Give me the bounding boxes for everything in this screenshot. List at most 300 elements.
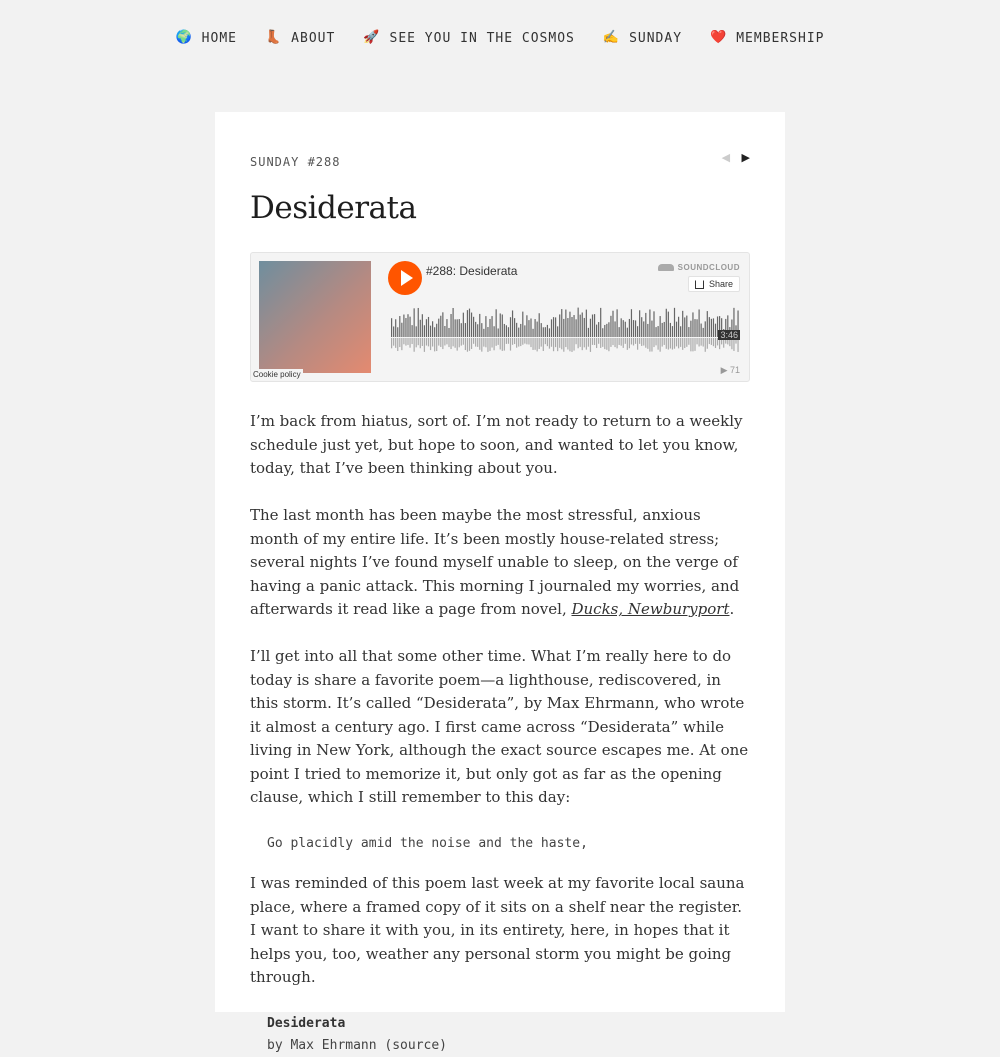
waveform-bar	[617, 309, 618, 337]
waveform-reflection	[690, 338, 691, 351]
waveform-bar	[442, 312, 443, 337]
waveform-reflection	[446, 338, 447, 344]
waveform-reflection	[555, 338, 556, 347]
waveform-bar	[512, 310, 513, 337]
waveform-bar	[672, 326, 673, 337]
waveform-reflection	[600, 338, 601, 348]
waveform-reflection	[571, 338, 572, 352]
quote-block: Go placidly amid the noise and the haste,	[267, 836, 588, 851]
waveform-bar	[547, 325, 548, 337]
waveform-reflection	[592, 338, 593, 345]
waveform-reflection	[674, 338, 675, 349]
waveform-reflection	[494, 338, 495, 350]
waveform-bar	[664, 322, 665, 337]
share-button[interactable]	[688, 276, 740, 292]
waveform-reflection	[551, 338, 552, 347]
waveform-reflection	[684, 338, 685, 348]
waveform-reflection	[645, 338, 646, 348]
waveform-bar	[582, 312, 583, 337]
waveform-bar	[699, 309, 700, 337]
waveform-reflection	[619, 338, 620, 345]
waveform-reflection	[457, 338, 458, 351]
waveform-bar	[651, 321, 652, 337]
waveform-reflection	[707, 338, 708, 349]
waveform-bar	[446, 319, 447, 337]
waveform-reflection	[405, 338, 406, 346]
waveform-bar	[524, 325, 525, 337]
waveform-reflection	[647, 338, 648, 349]
waveform-reflection	[539, 338, 540, 349]
waveform-reflection	[598, 338, 599, 344]
waveform-reflection	[711, 338, 712, 345]
waveform-bar	[496, 309, 497, 337]
waveform-bar	[416, 326, 417, 337]
waveform-bar	[703, 328, 704, 337]
paragraph-text: .	[729, 600, 735, 618]
waveform-bar	[606, 324, 607, 337]
waveform-bar	[666, 309, 667, 337]
waveform-reflection	[537, 338, 538, 351]
waveform-bar	[610, 316, 611, 337]
waveform-reflection	[528, 338, 529, 345]
waveform-bar	[409, 317, 410, 337]
waveform-bar	[674, 308, 675, 337]
waveform-reflection	[686, 338, 687, 347]
nav-about-label: ABOUT	[291, 30, 336, 46]
waveform-reflection	[664, 338, 665, 345]
nav-sunday[interactable]	[603, 30, 682, 46]
rocket-icon: 🚀	[363, 30, 381, 45]
waveform-reflection	[438, 338, 439, 346]
waveform-reflection	[512, 338, 513, 345]
waveform-reflection	[481, 338, 482, 352]
waveform-reflection	[489, 338, 490, 351]
waveform-reflection	[524, 338, 525, 344]
boot-icon: 👢	[264, 30, 283, 45]
waveform-bar	[596, 325, 597, 337]
cloud-icon	[658, 264, 674, 271]
waveform-bar	[426, 319, 427, 337]
waveform-bar	[397, 327, 398, 337]
book-link[interactable]: Ducks, Newburyport	[571, 600, 730, 618]
waveform-reflection	[401, 338, 402, 350]
waveform-bar	[545, 327, 546, 337]
waveform-bar	[502, 314, 503, 337]
waveform-bar	[473, 317, 474, 337]
waveform-reflection	[641, 338, 642, 346]
waveform-reflection	[430, 338, 431, 350]
waveform-bar	[403, 315, 404, 337]
waveform-bar	[510, 317, 511, 337]
waveform-reflection	[479, 338, 480, 350]
waveform-reflection	[532, 338, 533, 350]
waveform-bar	[590, 319, 591, 337]
waveform-reflection	[500, 338, 501, 349]
waveform-reflection	[516, 338, 517, 348]
paragraph	[250, 504, 750, 622]
waveform-bar	[532, 329, 533, 337]
waveform-reflection	[459, 338, 460, 347]
waveform-bar	[713, 318, 714, 337]
waveform-bar	[506, 325, 507, 337]
waveform-reflection	[518, 338, 519, 347]
previous-post-arrow-icon[interactable]: ◀	[721, 151, 731, 164]
waveform-bar	[645, 313, 646, 337]
waveform-reflection	[639, 338, 640, 344]
waveform-bar	[467, 310, 468, 337]
waveform-bar	[479, 314, 480, 337]
waveform-reflection	[633, 338, 634, 345]
waveform-reflection	[557, 338, 558, 351]
issue-number: SUNDAY #288	[250, 155, 341, 169]
post-title: Desiderata	[250, 190, 417, 226]
waveform-reflection	[696, 338, 697, 344]
waveform-reflection	[485, 338, 486, 347]
waveform-reflection	[660, 338, 661, 352]
waveform-bar	[432, 321, 433, 337]
waveform-reflection	[535, 338, 536, 350]
waveform-reflection	[670, 338, 671, 349]
waveform-reflection	[586, 338, 587, 350]
waveform-reflection	[680, 338, 681, 347]
waveform-bar	[604, 325, 605, 337]
nav-sunday-label: SUNDAY	[629, 30, 683, 46]
waveform-bar	[694, 319, 695, 337]
waveform-bar	[658, 326, 659, 337]
waveform-bar	[516, 323, 517, 337]
waveform-bar	[481, 323, 482, 337]
waveform-reflection	[502, 338, 503, 351]
waveform-reflection	[715, 338, 716, 348]
paragraph: I’m back from hiatus, sort of. I’m not ready to return to a weekly schedule just yet, but hope to soon, and wanted to let you know, today, that I’ve been thinking about you.	[250, 412, 743, 477]
waveform-reflection	[483, 338, 484, 347]
waveform-bar	[696, 319, 697, 337]
waveform-reflection	[412, 338, 413, 344]
waveform-reflection	[625, 338, 626, 344]
waveform-bar	[549, 328, 550, 337]
waveform-reflection	[541, 338, 542, 347]
waveform-reflection	[637, 338, 638, 350]
waveform-reflection	[703, 338, 704, 347]
waveform-bar	[463, 313, 464, 337]
waveform-bar	[629, 319, 630, 337]
waveform-reflection	[582, 338, 583, 350]
waveform-reflection	[614, 338, 615, 347]
waveform-reflection	[559, 338, 560, 348]
waveform-reflection	[422, 338, 423, 346]
waveform-reflection	[477, 338, 478, 347]
nav-about[interactable]	[265, 30, 335, 46]
cookie-policy-link[interactable]: Cookie policy	[253, 370, 301, 379]
waveform-reflection	[694, 338, 695, 351]
waveform-bar	[598, 322, 599, 337]
waveform-reflection	[444, 338, 445, 345]
paragraph: I’ll get into all that some other time. What I’m really here to do today is share a favorite poem—a lighthouse, rediscovered, in this storm. It’s called “Desiderata”, by Max Ehrmann, who wrote it almost a century ago. I first came across “Desiderata” while living in New York, although the exact source escapes me. At one point I tried to memorize it, but only got as far as the opening clause, which I still remember to this day:	[250, 647, 749, 806]
waveform-bar	[489, 319, 490, 337]
soundcloud-brand-label: SOUNDCLOUD	[677, 263, 740, 272]
waveform-reflection	[442, 338, 443, 349]
waveform-bar	[608, 322, 609, 337]
waveform-reflection	[465, 338, 466, 350]
main-nav	[0, 30, 1000, 46]
waveform-reflection	[608, 338, 609, 351]
waveform-bar	[594, 314, 595, 337]
waveform-reflection	[496, 338, 497, 346]
waveform-bar	[526, 315, 527, 337]
waveform-reflection	[676, 338, 677, 346]
waveform-bar	[576, 319, 577, 337]
nav-membership[interactable]	[710, 30, 824, 46]
waveform-reflection	[424, 338, 425, 352]
waveform-bar	[494, 326, 495, 337]
waveform-bar	[434, 327, 435, 337]
waveform-bar	[438, 319, 439, 337]
waveform-reflection	[434, 338, 435, 351]
waveform-bar	[635, 320, 636, 337]
waveform-bar	[461, 323, 462, 337]
waveform-bar	[407, 314, 408, 337]
waveform-bar	[688, 327, 689, 337]
poem-byline: by Max Ehrmann (source)	[267, 1038, 448, 1053]
waveform-reflection	[418, 338, 419, 345]
waveform-reflection	[651, 338, 652, 352]
waveform-reflection	[699, 338, 700, 346]
waveform-reflection	[469, 338, 470, 351]
waveform-bar	[469, 309, 470, 337]
waveform-reflection	[428, 338, 429, 346]
waveform-reflection	[701, 338, 702, 346]
waveform-reflection	[416, 338, 417, 347]
waveform-reflection	[549, 338, 550, 349]
waveform-bar	[543, 327, 544, 337]
waveform-bar	[647, 324, 648, 337]
waveform-bar	[571, 317, 572, 337]
waveform-bar	[580, 315, 581, 337]
waveform-bar	[641, 317, 642, 337]
next-post-arrow-icon[interactable]: ▶	[741, 151, 750, 164]
waveform-reflection	[403, 338, 404, 344]
waveform-reflection	[545, 338, 546, 344]
waveform-bar	[633, 320, 634, 337]
writing-hand-icon: ✍️	[602, 30, 621, 45]
play-button[interactable]	[388, 261, 422, 295]
waveform-bar	[711, 319, 712, 337]
waveform-reflection	[668, 338, 669, 350]
waveform-reflection	[522, 338, 523, 345]
waveform-bar	[453, 308, 454, 337]
waveform-reflection	[627, 338, 628, 350]
waveform-reflection	[397, 338, 398, 351]
soundcloud-player	[250, 252, 750, 382]
waveform-bar	[584, 318, 585, 337]
waveform-bar	[420, 320, 421, 337]
waveform-reflection	[709, 338, 710, 344]
waveform-bar	[643, 321, 644, 337]
waveform-reflection	[414, 338, 415, 352]
waveform-bar	[709, 317, 710, 337]
waveform-bar	[557, 326, 558, 337]
waveform-reflection	[526, 338, 527, 344]
waveform-bar	[690, 321, 691, 337]
waveform-reflection	[473, 338, 474, 344]
waveform-reflection	[448, 338, 449, 347]
waveform-reflection	[629, 338, 630, 348]
waveform-reflection	[617, 338, 618, 348]
nav-cosmos-label: SEE YOU IN THE COSMOS	[389, 30, 575, 46]
waveform-reflection	[567, 338, 568, 350]
waveform-reflection	[506, 338, 507, 344]
waveform-bar	[631, 309, 632, 337]
track-artwork[interactable]	[259, 261, 371, 373]
waveform-reflection	[561, 338, 562, 349]
waveform-bar	[676, 322, 677, 337]
waveform-reflection	[504, 338, 505, 351]
waveform-bar	[565, 310, 566, 337]
waveform-bar	[553, 317, 554, 337]
waveform-bar	[414, 308, 415, 337]
waveform-bar	[680, 326, 681, 337]
waveform-reflection	[399, 338, 400, 347]
waveform-bar	[440, 316, 441, 337]
waveform-bar	[541, 323, 542, 337]
waveform-bar	[455, 319, 456, 337]
waveform-reflection	[520, 338, 521, 346]
waveform-bar	[514, 318, 515, 337]
waveform-reflection	[563, 338, 564, 352]
waveform-bar	[692, 312, 693, 337]
poem-title: Desiderata	[267, 1016, 346, 1031]
waveform-reflection	[547, 338, 548, 346]
waveform-reflection	[510, 338, 511, 351]
waveform[interactable]	[391, 305, 743, 355]
waveform-bar	[578, 308, 579, 337]
post-pagination	[722, 151, 750, 164]
waveform-bar	[660, 316, 661, 337]
waveform-bar	[705, 321, 706, 337]
waveform-bar	[450, 314, 451, 337]
waveform-bar	[701, 324, 702, 337]
waveform-bar	[539, 313, 540, 337]
waveform-reflection	[635, 338, 636, 344]
track-duration: 3:46	[720, 330, 738, 340]
waveform-bar	[399, 316, 400, 337]
waveform-reflection	[543, 338, 544, 351]
waveform-bar	[555, 317, 556, 337]
waveform-reflection	[590, 338, 591, 352]
waveform-bar	[528, 320, 529, 337]
waveform-reflection	[393, 338, 394, 346]
soundcloud-logo[interactable]	[658, 263, 740, 272]
post-card	[215, 112, 785, 1053]
waveform-bar	[535, 319, 536, 337]
share-label: Share	[708, 279, 733, 289]
waveform-bar	[405, 318, 406, 337]
waveform-reflection	[692, 338, 693, 351]
waveform-bar	[627, 328, 628, 337]
waveform-reflection	[737, 338, 738, 352]
waveform-bar	[559, 314, 560, 337]
waveform-reflection	[713, 338, 714, 346]
waveform-bar	[551, 319, 552, 337]
waveform-reflection	[662, 338, 663, 347]
waveform-bar	[436, 324, 437, 337]
heart-icon: ❤️	[710, 30, 728, 45]
share-icon	[695, 280, 704, 289]
waveform-reflection	[491, 338, 492, 348]
waveform-reflection	[409, 338, 410, 348]
waveform-reflection	[602, 338, 603, 347]
waveform-reflection	[471, 338, 472, 349]
paragraph-text: The last month has been maybe the most stressful, anxious month of my entire life. It’s been mostly house-related stress; several nights I’ve found myself unable to sleep, on the verge of having a panic attack. This morning I journaled my worries, and afterwards it read like a page from novel,	[250, 506, 740, 618]
waveform-reflection	[440, 338, 441, 347]
nav-home-label: HOME	[201, 30, 237, 46]
waveform-reflection	[573, 338, 574, 351]
waveform-reflection	[594, 338, 595, 345]
waveform-reflection	[498, 338, 499, 345]
waveform-bar	[649, 309, 650, 337]
waveform-reflection	[678, 338, 679, 348]
waveform-reflection	[475, 338, 476, 347]
waveform-bar	[393, 326, 394, 337]
globe-icon: 🌍	[175, 30, 193, 45]
waveform-bar	[430, 326, 431, 337]
waveform-bar	[625, 322, 626, 337]
waveform-bar	[418, 308, 419, 337]
nav-membership-label: MEMBERSHIP	[736, 30, 825, 46]
waveform-bar	[653, 311, 654, 337]
waveform-reflection	[666, 338, 667, 349]
waveform-reflection	[655, 338, 656, 345]
waveform-bar	[518, 328, 519, 337]
waveform-reflection	[565, 338, 566, 347]
waveform-reflection	[631, 338, 632, 344]
waveform-bar	[686, 316, 687, 337]
waveform-reflection	[649, 338, 650, 352]
waveform-bar	[612, 311, 613, 337]
waveform-bar	[573, 315, 574, 337]
waveform-bar	[504, 324, 505, 337]
waveform-reflection	[487, 338, 488, 352]
waveform-bar	[567, 318, 568, 337]
waveform-bar	[459, 319, 460, 337]
nav-home[interactable]	[175, 30, 237, 46]
waveform-bar	[668, 312, 669, 337]
waveform-bar	[465, 323, 466, 337]
waveform-reflection	[653, 338, 654, 347]
waveform-reflection	[426, 338, 427, 346]
waveform-reflection	[688, 338, 689, 345]
waveform-reflection	[420, 338, 421, 348]
waveform-reflection	[658, 338, 659, 350]
waveform-bar	[639, 310, 640, 337]
waveform-reflection	[514, 338, 515, 344]
waveform-bar	[395, 319, 396, 337]
waveform-bar	[422, 314, 423, 337]
waveform-reflection	[672, 338, 673, 350]
waveform-reflection	[455, 338, 456, 348]
waveform-bar	[670, 323, 671, 337]
track-title[interactable]: #288: Desiderata	[426, 264, 518, 278]
waveform-reflection	[530, 338, 531, 347]
play-count: ▶ 71	[720, 365, 740, 375]
waveform-reflection	[508, 338, 509, 344]
post-body	[250, 410, 750, 1057]
nav-cosmos[interactable]	[363, 30, 575, 46]
waveform-reflection	[569, 338, 570, 351]
waveform-bar	[588, 328, 589, 337]
waveform-bar	[498, 328, 499, 337]
waveform-bar	[522, 312, 523, 337]
